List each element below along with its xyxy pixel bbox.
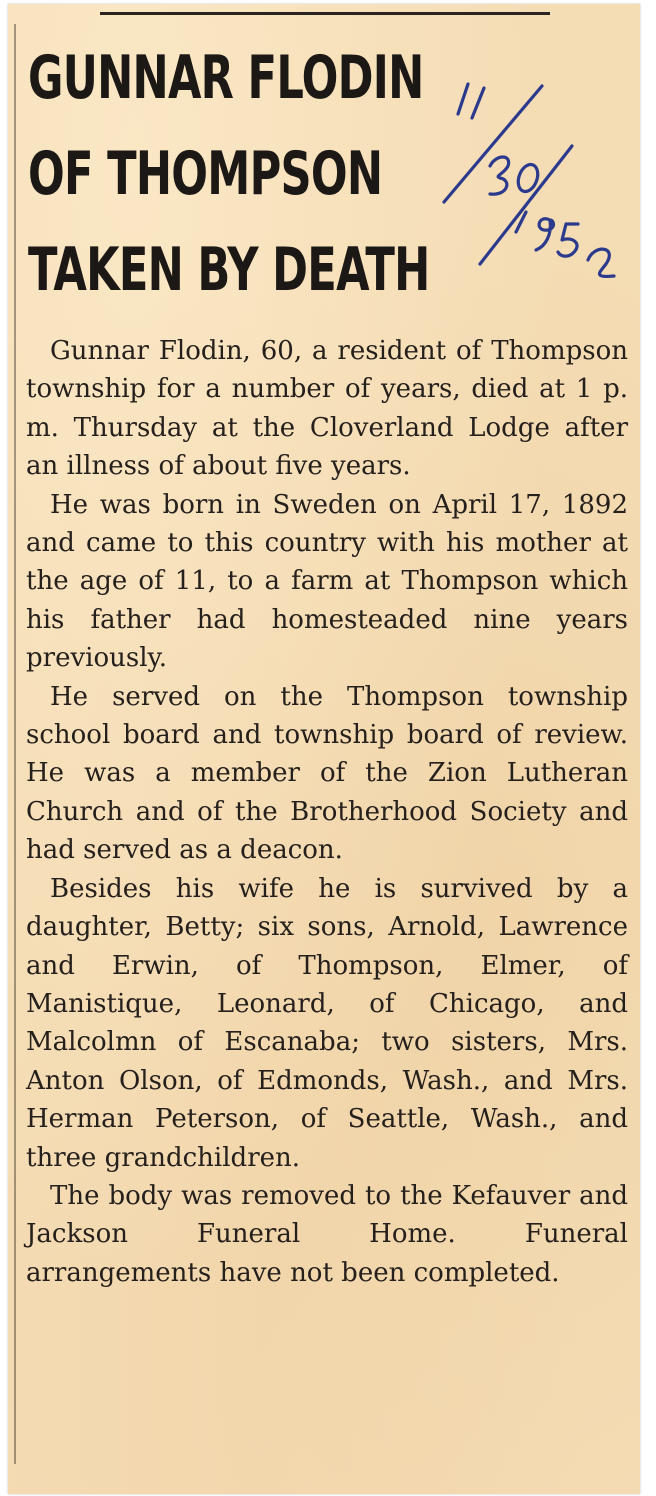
- handwritten-date: [438, 74, 638, 314]
- headline: [28, 30, 430, 318]
- article-paragraph: The body was removed to the Kefauver and Jackson Funeral Home. Funeral arrangements have not been completed.: [26, 1180, 628, 1288]
- article-paragraph: He was born in Sweden on April 17, 1892 and came to this country with his mother at the age of 11, to a farm at Thompson which his father had homesteaded nine years previously.: [26, 489, 628, 674]
- headline-line-1: GUNNAR FLODIN: [28, 43, 424, 113]
- column-rule: [14, 24, 16, 1464]
- top-rule: [100, 12, 550, 15]
- article-paragraph: He served on the Thompson township school board and township board of review. He was a member of the Zion Lutheran Church and of the Brotherhood Society and had served as a deacon.: [26, 681, 628, 866]
- article-body: [26, 332, 628, 1292]
- headline-line-3: TAKEN BY DEATH: [28, 235, 430, 305]
- newspaper-clipping: [8, 4, 640, 1494]
- article-paragraph: Besides his wife he is survived by a daughter, Betty; six sons, Arnold, Lawrence and Erwin, of Thompson, Elmer, of Manistique, Leonard, of Chicago, and Malcolmn of Escanaba; two sisters, Mrs. Anton Olson, of Edmonds, Wash., and Mrs. Herman Peterson, of Seattle, Wash., and three grandchildren.: [26, 873, 628, 1173]
- headline-line-2: OF THOMPSON: [28, 139, 383, 209]
- article-paragraph: Gunnar Flodin, 60, a resident of Thompson township for a number of years, died at 1 p. m. Thursday at the Cloverland Lodge after an illness of about five years.: [26, 336, 628, 482]
